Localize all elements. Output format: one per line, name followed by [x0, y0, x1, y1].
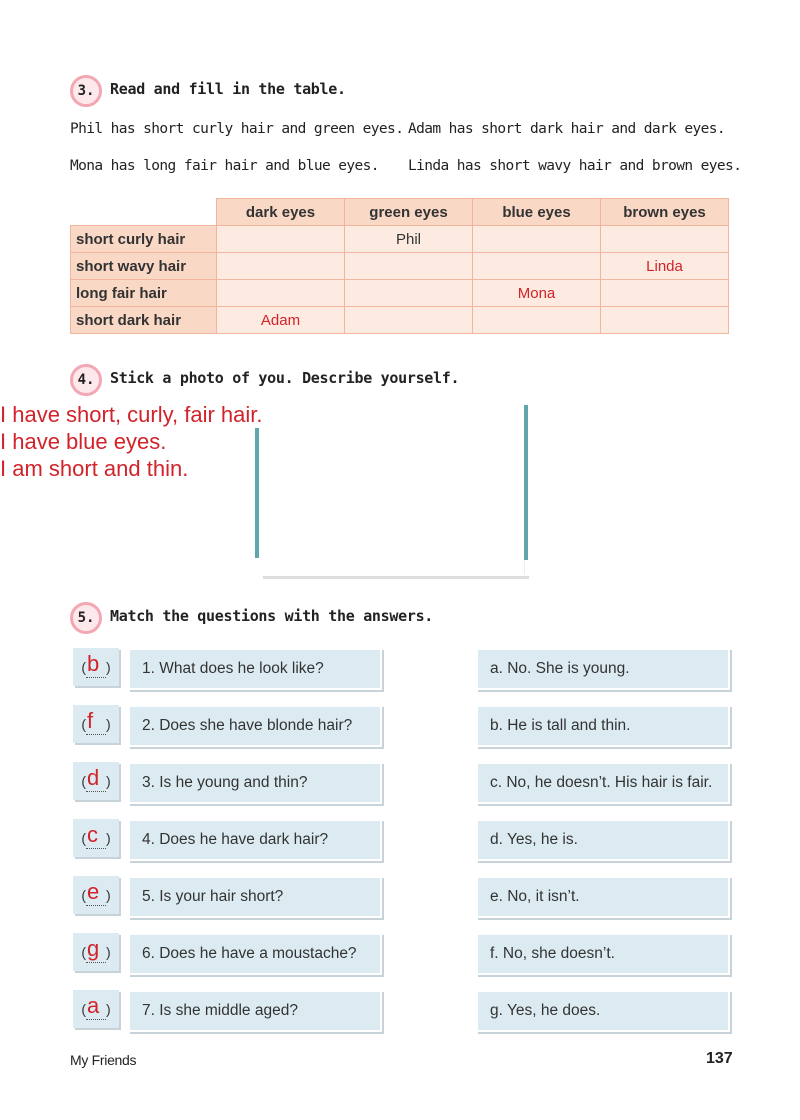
description-line-1: I have short, curly, fair hair.: [0, 402, 263, 427]
question-box: [128, 933, 382, 975]
answer-slot[interactable]: [73, 933, 119, 971]
table-cell[interactable]: [601, 307, 729, 334]
row-header: long fair hair: [71, 280, 217, 307]
question-text: 1. What does he look like?: [142, 660, 324, 677]
written-answer-letter: f: [87, 707, 94, 733]
slot-open-paren: (: [81, 773, 86, 789]
written-answer-letter: c: [87, 821, 98, 847]
column-header: blue eyes: [473, 199, 601, 226]
slot-close-paren: ): [106, 1001, 111, 1017]
photo-frame-bottom-edge: [263, 576, 529, 579]
answer-text: a. No. She is young.: [490, 660, 630, 677]
table-row: [71, 280, 729, 307]
question-box: [128, 705, 382, 747]
row-header: short dark hair: [71, 307, 217, 334]
slot-dotted-line: [86, 992, 106, 1020]
answer-text: c. No, he doesn’t. His hair is fair.: [490, 774, 713, 791]
written-answer-letter: a: [87, 992, 100, 1018]
table-cell[interactable]: [345, 280, 473, 307]
table-cell[interactable]: [473, 226, 601, 253]
answer-box: [476, 648, 730, 690]
exercise-3-title: Read and fill in the table.: [110, 80, 346, 98]
table-cell[interactable]: [473, 253, 601, 280]
answer-text: g. Yes, he does.: [490, 1002, 601, 1019]
answer-box: [476, 876, 730, 918]
slot-close-paren: ): [106, 944, 111, 960]
written-answer-letter: d: [87, 764, 100, 790]
answer-slot[interactable]: [73, 819, 119, 857]
question-box: [128, 990, 382, 1032]
table-cell[interactable]: [345, 307, 473, 334]
table-row: [71, 226, 729, 253]
slot-open-paren: (: [81, 887, 86, 903]
question-box: [128, 876, 382, 918]
table-corner-cell: [71, 199, 217, 226]
description-line-3: I am short and thin.: [0, 456, 189, 481]
answer-slot[interactable]: [73, 762, 119, 800]
exercise-5-number: 5.: [70, 602, 102, 634]
table-cell[interactable]: [601, 226, 729, 253]
question-box: [128, 819, 382, 861]
table-cell[interactable]: Mona: [473, 280, 601, 307]
sentence-mona: Mona has long fair hair and blue eyes.: [70, 158, 379, 174]
photo-frame-left-edge: [255, 428, 259, 558]
row-header: short wavy hair: [71, 253, 217, 280]
photo-frame-right-edge: [524, 405, 528, 560]
written-answer-letter: g: [87, 935, 100, 961]
answer-box: [476, 933, 730, 975]
slot-open-paren: (: [81, 659, 86, 675]
table-cell[interactable]: [601, 280, 729, 307]
slot-open-paren: (: [81, 716, 86, 732]
slot-dotted-line: [86, 878, 106, 906]
slot-open-paren: (: [81, 830, 86, 846]
answer-box: [476, 990, 730, 1032]
answer-slot[interactable]: [73, 648, 119, 686]
slot-dotted-line: [86, 650, 106, 678]
question-text: 4. Does he have dark hair?: [142, 831, 329, 848]
answer-slot[interactable]: [73, 876, 119, 914]
table-row: [71, 253, 729, 280]
slot-dotted-line: [86, 821, 106, 849]
sentence-phil: Phil has short curly hair and green eyes.: [70, 121, 404, 137]
column-header: green eyes: [345, 199, 473, 226]
exercise-4-number: 4.: [70, 364, 102, 396]
table-row: [71, 307, 729, 334]
row-header: short curly hair: [71, 226, 217, 253]
slot-close-paren: ): [106, 887, 111, 903]
table-cell[interactable]: Adam: [217, 307, 345, 334]
hair-eyes-table: [70, 198, 729, 334]
table-cell[interactable]: [473, 307, 601, 334]
slot-open-paren: (: [81, 1001, 86, 1017]
table-cell[interactable]: [217, 253, 345, 280]
column-header: brown eyes: [601, 199, 729, 226]
slot-dotted-line: [86, 935, 106, 963]
photo-box[interactable]: [262, 406, 525, 574]
answer-slot[interactable]: [73, 990, 119, 1028]
table-header-row: [71, 199, 729, 226]
sentence-linda: Linda has short wavy hair and brown eyes.: [408, 158, 742, 174]
slot-open-paren: (: [81, 944, 86, 960]
question-box: [128, 648, 382, 690]
question-box: [128, 762, 382, 804]
question-text: 5. Is your hair short?: [142, 888, 284, 905]
slot-close-paren: ): [106, 716, 111, 732]
table-cell[interactable]: Phil: [345, 226, 473, 253]
answer-text: b. He is tall and thin.: [490, 717, 631, 734]
slot-close-paren: ): [106, 830, 111, 846]
slot-dotted-line: [86, 707, 106, 735]
question-text: 6. Does he have a moustache?: [142, 945, 357, 962]
answer-box: [476, 819, 730, 861]
answer-text: d. Yes, he is.: [490, 831, 578, 848]
answer-box: [476, 705, 730, 747]
answer-text: e. No, it isn’t.: [490, 888, 580, 905]
unit-name: My Friends: [70, 1052, 137, 1068]
slot-close-paren: ): [106, 773, 111, 789]
answer-slot[interactable]: [73, 705, 119, 743]
sentence-adam: Adam has short dark hair and dark eyes.: [408, 121, 726, 137]
slot-close-paren: ): [106, 659, 111, 675]
exercise-3-number: 3.: [70, 75, 102, 107]
answer-text: f. No, she doesn’t.: [490, 945, 615, 962]
page-number: 137: [706, 1050, 733, 1067]
column-header: dark eyes: [217, 199, 345, 226]
question-text: 3. Is he young and thin?: [142, 774, 308, 791]
slot-dotted-line: [86, 764, 106, 792]
question-text: 2. Does she have blonde hair?: [142, 717, 353, 734]
question-text: 7. Is she middle aged?: [142, 1002, 298, 1019]
table-cell[interactable]: Linda: [601, 253, 729, 280]
written-answer-letter: b: [87, 650, 100, 676]
table-cell[interactable]: [217, 226, 345, 253]
exercise-5-title: Match the questions with the answers.: [110, 607, 434, 625]
table-cell[interactable]: [217, 280, 345, 307]
table-cell[interactable]: [345, 253, 473, 280]
written-answer-letter: e: [87, 878, 100, 904]
description-line-2: I have blue eyes.: [0, 429, 167, 454]
answer-box: [476, 762, 730, 804]
exercise-4-title: Stick a photo of you. Describe yourself.: [110, 369, 460, 387]
